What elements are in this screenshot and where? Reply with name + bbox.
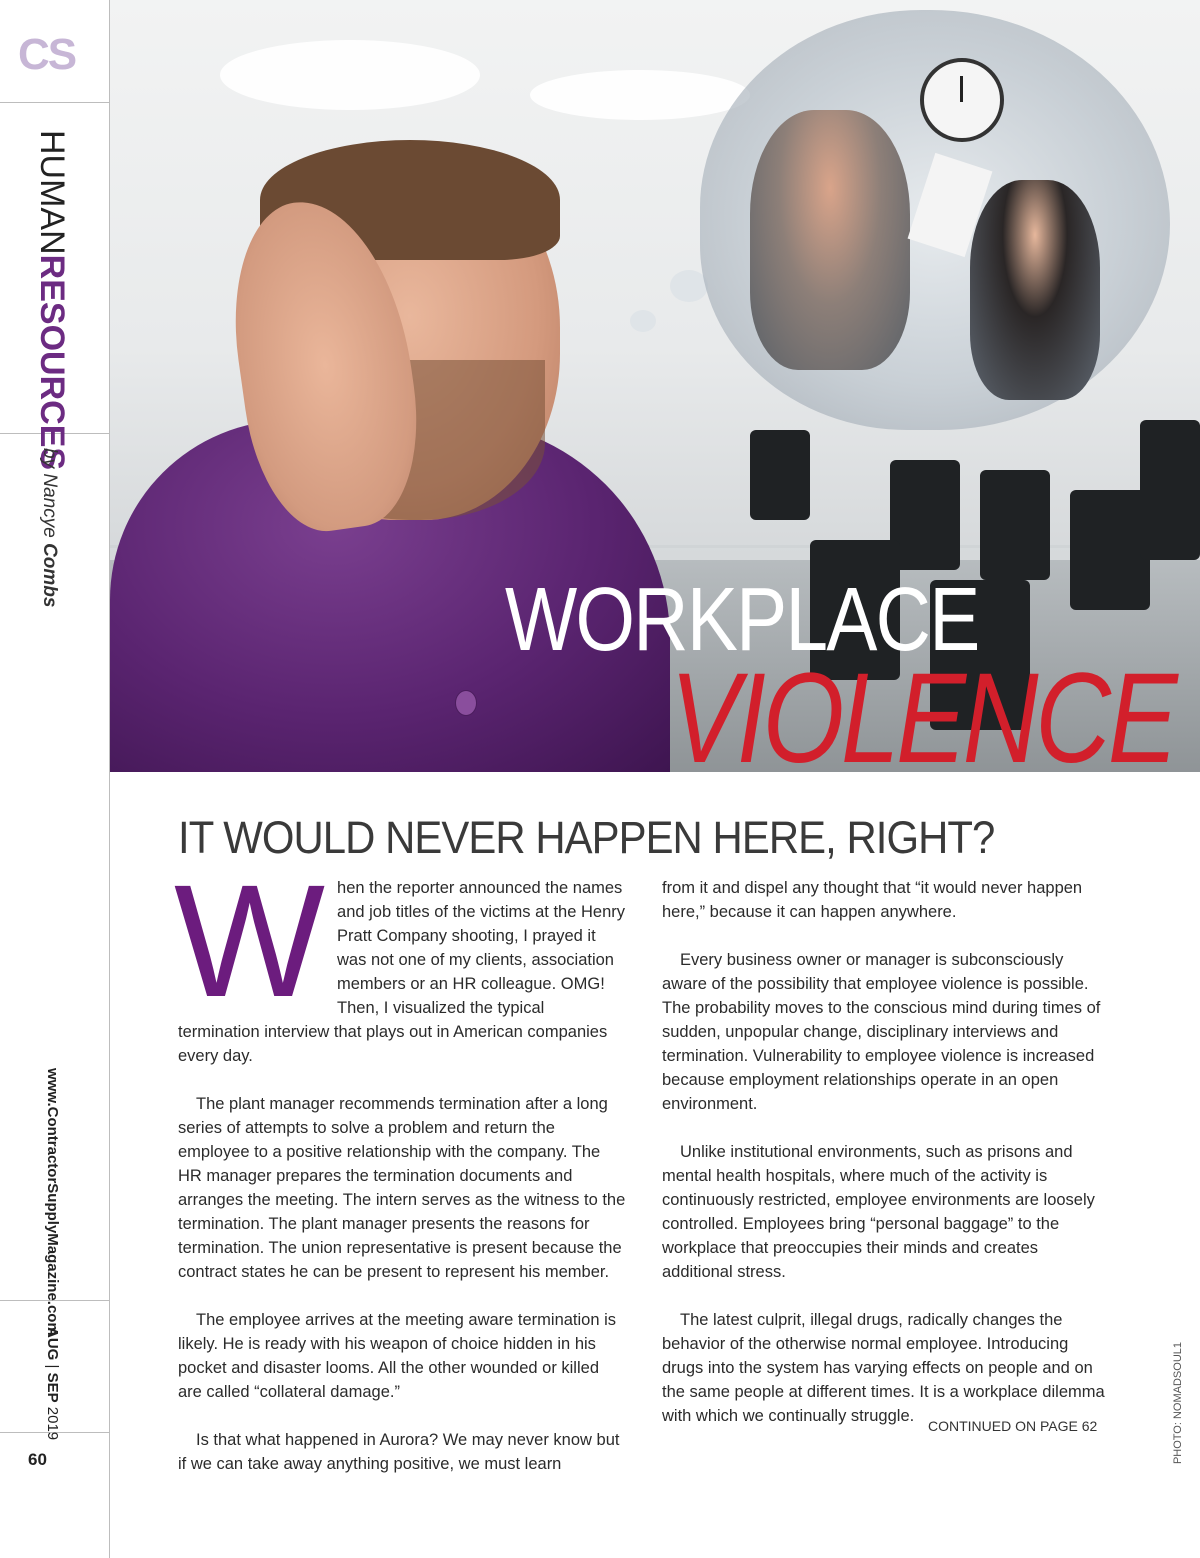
article-column-right xyxy=(662,876,1112,1452)
section-title-thin: HUMAN xyxy=(33,130,71,255)
byline-prefix: by Nancye xyxy=(39,448,60,538)
chair xyxy=(750,430,810,520)
issue-separator: | xyxy=(44,1364,61,1369)
byline xyxy=(38,448,60,607)
chair xyxy=(1070,490,1150,610)
sidebar xyxy=(0,0,110,1558)
chair xyxy=(1140,420,1200,560)
thought-bubble xyxy=(630,310,656,332)
article-column-left xyxy=(174,851,626,1500)
sidebar-rule xyxy=(0,102,110,103)
article-paragraph: Every business owner or manager is subconsciously aware of the possibility that employee violence is possible. The probability moves to the conscious mind during times of sudden, unpopular change, disciplinary interviews and termination. Vulnerability to employee violence is increased because employment relationships operate in an open environment. xyxy=(662,951,1101,1113)
ceiling-light xyxy=(220,40,480,110)
angry-man-figure xyxy=(750,110,910,370)
article-paragraph: Is that what happened in Aurora? We may never know but if we can take away anything positive, we must learn xyxy=(178,1431,620,1473)
photo-credit: PHOTO: NOMADSOUL1 xyxy=(1172,1342,1184,1465)
paragraph-text: hen the reporter announced the names and job titles of the victims at the Henry Pratt Company shooting, I prayed it was not one of my clients, association members or an HR colleague. OMG! Then, I visualized the typical termination interview that plays out in American companies every day. xyxy=(178,879,625,1065)
headline-line1: WORKPLACE xyxy=(505,570,979,670)
section-title-bold: RESOURCES xyxy=(33,254,71,471)
magazine-logo: CS xyxy=(18,30,76,79)
article-paragraph: The latest culprit, illegal drugs, radically changes the behavior of the otherwise normal employee. Introducing drugs into the system has varying effects on people and on the same people at different times. It is a workplace dilemma with which we continually struggle. xyxy=(662,1311,1105,1425)
hero-photo xyxy=(110,0,1200,772)
clock-icon xyxy=(920,58,1004,142)
page-number: 60 xyxy=(28,1450,47,1469)
headline-line2: VIOLENCE xyxy=(670,647,1175,772)
chair xyxy=(980,470,1050,580)
issue-year: 2019 xyxy=(44,1406,61,1441)
ceiling-light xyxy=(530,70,750,120)
continued-link[interactable]: CONTINUED ON PAGE 62 xyxy=(928,1418,1098,1434)
shirt-button xyxy=(455,690,477,716)
chair xyxy=(890,460,960,570)
article-subhead: IT WOULD NEVER HAPPEN HERE, RIGHT? xyxy=(178,812,995,863)
issue-month: AUG xyxy=(44,1327,61,1361)
issue-month2: SEP xyxy=(44,1372,61,1403)
article-paragraph: The plant manager recommends termination after a long series of attempts to solve a problem and return the employee to a positive relationship with the company. The HR manager prepares the termination documents and arranges the meeting. The intern serves as the witness to the termination. The plant manager presents the reasons for termination. The union representative is present because the contract states he can be present to represent his member. xyxy=(178,1095,626,1281)
issue-date xyxy=(44,1327,61,1440)
byline-author: Combs xyxy=(39,543,60,608)
article-paragraph: The employee arrives at the meeting aware termination is likely. He is ready with his weapon of choice hidden in his pocket and disaster looms. All the other wounded or killed are called “collateral damage.” xyxy=(178,1311,617,1401)
article-paragraph: Unlike institutional environments, such as prisons and mental health hospitals, where much of the activity is continuously restricted, employee environments are loosely controlled. Employees bring “personal baggage” to the workplace that preoccupies their minds and creates additional stress. xyxy=(662,1143,1095,1281)
angry-woman-figure xyxy=(970,180,1100,400)
website-url[interactable]: www.ContractorSupplyMagazine.com xyxy=(44,1068,61,1336)
drop-cap: W xyxy=(174,851,326,1030)
article-paragraph xyxy=(174,851,626,1068)
section-title xyxy=(32,130,71,470)
article-paragraph: from it and dispel any thought that “it would never happen here,” because it can happen anywhere. xyxy=(662,879,1083,921)
